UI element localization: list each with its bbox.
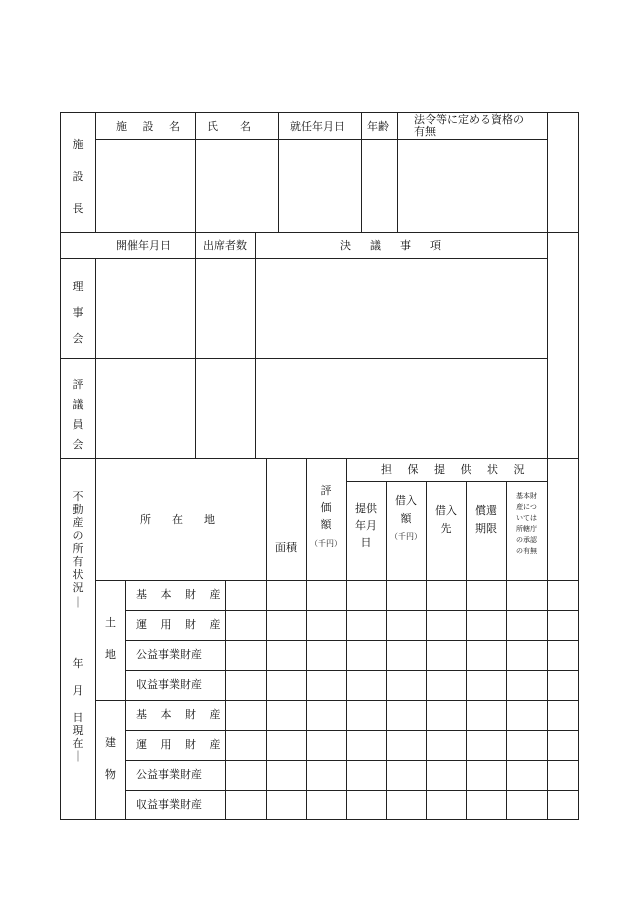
rule-council-end	[60, 458, 579, 459]
building-revenue-business-property: 収益事業財産	[136, 798, 202, 811]
building-operating-property: 運 用 財 産	[136, 738, 226, 751]
facility-head-label: 施 設 長	[72, 138, 84, 215]
rule-label-column	[95, 112, 96, 232]
rule-meeting-col	[255, 232, 256, 458]
rule-head-col	[278, 112, 279, 232]
qualification-header: 法令等に定める資格の 有無	[414, 113, 524, 138]
rule-meeting-col	[195, 232, 196, 458]
land-label: 土 地	[105, 616, 116, 661]
rule-land-2	[125, 640, 579, 641]
building-basic-property: 基 本 財 産	[136, 708, 226, 721]
attendees-header: 出席者数	[203, 239, 247, 252]
provision-date-header: 提供 年月 日	[355, 502, 377, 549]
rule-building-1	[125, 730, 579, 731]
rule-head-end	[60, 232, 579, 233]
lender-header: 借入 先	[435, 504, 457, 535]
rule-prop-col	[266, 458, 267, 820]
land-revenue-business-property: 収益事業財産	[136, 678, 202, 691]
rule-collateral-header	[346, 481, 547, 482]
building-label: 建 物	[105, 736, 116, 781]
loan-amount-header: 借入 額 （千円）	[390, 494, 422, 541]
resolutions-header: 決 議 事 項	[340, 239, 445, 252]
rule-board-end	[60, 358, 547, 359]
collateral-status-header: 担 保 提 供 状 況	[381, 463, 531, 476]
appointment-date-header: 就任年月日	[290, 120, 345, 133]
valuation-header: 評 価 額 （千円）	[310, 484, 342, 548]
rule-category-col	[125, 580, 126, 820]
board-label: 理 事 会	[72, 280, 84, 345]
area-header: 面積	[275, 541, 297, 554]
building-public-service-property: 公益事業財産	[136, 768, 202, 781]
rule-head-col	[397, 112, 398, 232]
rule-building-3	[125, 790, 579, 791]
land-operating-property: 運 用 財 産	[136, 618, 226, 631]
land-public-service-property: 公益事業財産	[136, 648, 202, 661]
rule-right-margin	[547, 112, 548, 458]
person-name-header: 氏 名	[207, 120, 251, 133]
rule-building-2	[125, 760, 579, 761]
rule-land-3	[125, 670, 579, 671]
rule-head-header	[95, 139, 547, 140]
location-header: 所 在 地	[140, 513, 220, 526]
rule-head-col	[361, 112, 362, 232]
rule-land-1	[125, 610, 579, 611]
meeting-date-header: 開催年月日	[116, 239, 171, 252]
rule-prop-col	[225, 580, 226, 820]
property-label: 不 動 産 の 所 有 状 況 ｜ 年 月 日 現 在 ｜	[72, 490, 84, 763]
rule-head-col	[195, 112, 196, 232]
land-basic-property: 基 本 財 産	[136, 588, 226, 601]
repayment-period-header: 償還 期限	[475, 504, 497, 535]
approval-note-header: 基本財 産につ いては 所轄庁 の承認 の有無	[516, 492, 537, 555]
age-header: 年齢	[367, 120, 389, 133]
rule-prop-col	[547, 458, 548, 820]
facility-name-header: 施 設 名	[116, 120, 186, 133]
council-label: 評 議 員 会	[72, 378, 84, 451]
rule-meeting-header	[60, 258, 547, 259]
